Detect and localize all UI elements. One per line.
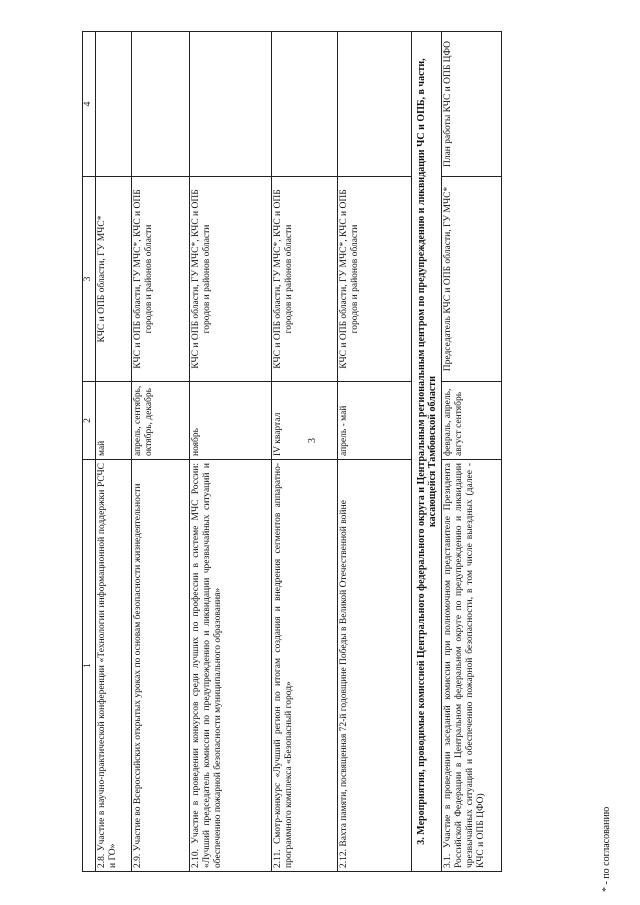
row-executors: КЧС и ОПБ области, ГУ МЧС*	[96, 177, 132, 382]
row-period: ноябрь	[190, 382, 272, 460]
row-description: 3.1. Участие в проведении заседаний комиссии при полномочном представителе Президента Российской Федерации в Центральном федеральном округе по предупреждению и ликвидации чрезвычайных ситуаций и обеспечению пожарной безопасности, в том числе выездных (далее - КЧС и ОПБ ЦФО)	[442, 460, 502, 872]
plan-table	[82, 31, 502, 872]
row-description: 2.8. Участие в научно-практической конференции «Технологии информационной поддержки РСЧС и ГО»	[96, 460, 132, 872]
row-executors: Председатель КЧС и ОПБ области, ГУ МЧС*	[442, 177, 502, 382]
row-note: План работы КЧС и ОПБ ЦФО	[442, 32, 502, 177]
table-row	[132, 32, 190, 872]
row-executors: КЧС и ОПБ области, ГУ МЧС*, КЧС и ОПБ городов и районов области	[272, 177, 338, 382]
row-note	[272, 32, 338, 177]
table-row	[190, 32, 272, 872]
row-period: май	[96, 382, 132, 460]
page-number: 3	[307, 438, 318, 443]
section-heading-row	[412, 32, 442, 872]
row-description: 2.11. Смотр-конкурс «Лучший регион по итогам создания и внедрения сегментов аппаратно-программного комплекса «Безопасный город»	[272, 460, 338, 872]
row-description: 2.12. Вахта памяти, посвященная 72-й годовщине Победы в Великой Отечественной войне	[338, 460, 412, 872]
row-description: 2.10. Участие в проведении конкурсов среди лучших по профессии в системе МЧС России: «Лучший председатель комиссии по предупреждению и ликвидации чрезвычайных ситуаций и обеспечению пожарной безопасности муниципального образования»	[190, 460, 272, 872]
row-period: апрель - май	[338, 382, 412, 460]
row-period: февраль, апрель, август сентябрь	[442, 382, 502, 460]
header-row	[83, 32, 96, 872]
plan-table-rotated	[82, 32, 486, 872]
row-period: апрель, сентябрь, октябрь, декабрь	[132, 382, 190, 460]
row-note	[96, 32, 132, 177]
row-note	[338, 32, 412, 177]
footnote: * - по согласованию	[601, 806, 612, 892]
header-col-1: 1	[83, 460, 96, 872]
row-note	[132, 32, 190, 177]
row-description: 2.9. Участие во Всероссийских открытых уроках по основам безопасности жизнедеятельности	[132, 460, 190, 872]
section-3-title: 3. Мероприятия, проводимые комиссией Центрального федерального округа и Центральным региональным центром по предупреждению и ликвидации ЧС и ОПБ, в части, касающейся Тамбовской области	[412, 32, 442, 872]
row-note	[190, 32, 272, 177]
table-row	[96, 32, 132, 872]
header-col-4: 4	[83, 32, 96, 177]
header-col-2: 2	[83, 382, 96, 460]
row-period: IV квартал	[272, 382, 338, 460]
row-executors: КЧС и ОПБ области, ГУ МЧС*, КЧС и ОПБ городов и районов области	[132, 177, 190, 382]
row-executors: КЧС и ОПБ области, ГУ МЧС*, КЧС и ОПБ городов и районов области	[190, 177, 272, 382]
table-row	[442, 32, 502, 872]
header-col-3: 3	[83, 177, 96, 382]
row-executors: КЧС и ОПБ области, ГУ МЧС*, КЧС и ОПБ городов и районов области	[338, 177, 412, 382]
table-row	[338, 32, 412, 872]
table-row	[272, 32, 338, 872]
